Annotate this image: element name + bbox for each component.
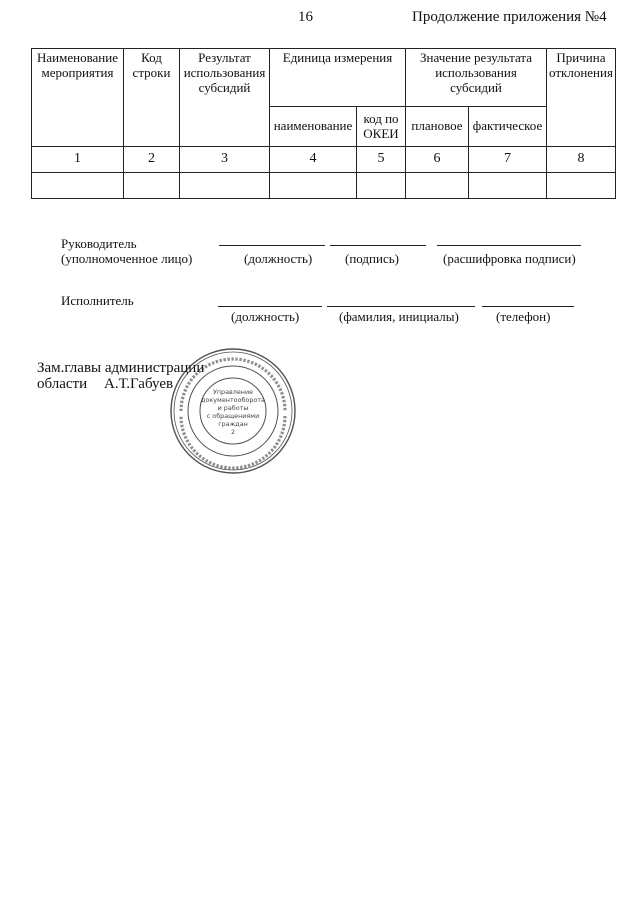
column-number: 2 [124,147,180,173]
table-cell [406,173,469,199]
table-cell [469,173,547,199]
executor-phone-caption: (телефон) [496,309,551,324]
head-signature-line [330,245,426,246]
table-cell [357,173,406,199]
col-header-value-group: Значение результата использования субсидий [406,49,547,107]
empty-data-row [32,173,616,199]
table-cell [180,173,270,199]
executor-label: Исполнитель [61,293,134,308]
column-number: 7 [469,147,547,173]
column-number: 8 [547,147,616,173]
executor-name-caption: (фамилия, инициалы) [339,309,459,324]
appendix-continuation-heading: Продолжение приложения №4 [412,9,607,25]
column-number: 5 [357,147,406,173]
stamp-center-line: и работы [217,404,249,412]
head-position-line [219,245,325,246]
col-header-actual: фактическое [469,107,547,147]
head-decryption-caption: (расшифровка подписи) [443,251,576,266]
col-header-unit-name: наименование [270,107,357,147]
stamp-center-line: граждан [218,420,248,428]
table-cell [270,173,357,199]
col-header-unit-group: Единица измерения [270,49,406,107]
stamp-center-line: с обращениями [206,412,260,420]
official-seal-stamp [168,346,298,476]
page-number: 16 [298,9,313,25]
head-label: Руководитель [61,236,137,251]
stamp-center-line: Управление [212,388,254,396]
table-cell [32,173,124,199]
head-position-caption: (должность) [244,251,313,266]
executor-position-line [218,306,322,307]
executor-phone-line [482,306,574,307]
signer-title: Зам.главы администрации [37,360,205,376]
column-number: 6 [406,147,469,173]
signer-region: области [37,376,88,392]
head-authorized-label: (уполномоченное лицо) [61,251,193,266]
stamp-center-line: документооборота [201,396,265,404]
executor-position-caption: (должность) [231,309,300,324]
head-decryption-line [437,245,581,246]
table-cell [547,173,616,199]
stamp-center-line: 2 [230,428,236,436]
table-header-row [32,49,616,107]
report-table [31,48,616,199]
col-header-reason: Причина отклонения [547,49,616,147]
column-number-row [32,147,616,173]
col-header-okei: код по ОКЕИ [357,107,406,147]
column-number: 4 [270,147,357,173]
col-header-line-code: Код строки [124,49,180,147]
col-header-planned: плановое [406,107,469,147]
col-header-result: Результат использования субсидий [180,49,270,147]
signer-name: А.Т.Габуев [104,376,174,392]
executor-name-line [327,306,475,307]
head-signature-caption: (подпись) [345,251,399,266]
table-cell [124,173,180,199]
column-number: 3 [180,147,270,173]
column-number: 1 [32,147,124,173]
col-header-name: Наименование мероприятия [32,49,124,147]
